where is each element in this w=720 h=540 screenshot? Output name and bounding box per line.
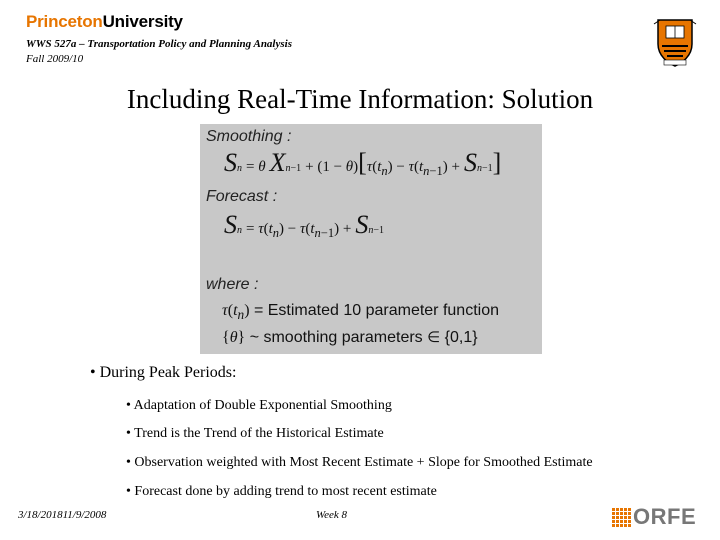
sub-bullet-4: • Forecast done by adding trend to most recent estimate <box>126 484 437 499</box>
smoothing-label: Smoothing : <box>206 128 292 145</box>
orfe-logo <box>612 505 696 529</box>
orfe-logo-text: ORFE <box>633 504 697 529</box>
brand-word-princeton: Princeton <box>26 12 103 31</box>
princeton-shield-icon <box>652 16 698 68</box>
main-bullet: • During Peak Periods: <box>90 364 237 381</box>
formula-panel <box>200 124 542 354</box>
brand-word-university: University <box>102 12 183 31</box>
sub-bullet-1: • Adaptation of Double Exponential Smoothing <box>126 398 392 413</box>
course-title: WWS 527a – Transportation Policy and Planning Analysis <box>26 38 292 50</box>
footer-week: Week 8 <box>316 509 348 521</box>
theta-set: {0,1} <box>444 329 478 346</box>
term-label: Fall 2009/10 <box>26 53 84 65</box>
orfe-grid-icon <box>612 508 631 527</box>
forecast-label: Forecast : <box>206 188 278 205</box>
smoothing-equation: Sn = θ $Xn-1 + (1 - \theta)[\tau(t_n) - \tau(t_{n-1}) + Sn-1]$ <box>224 148 502 178</box>
footer-date: 3/18/201811/9/2008 <box>18 509 107 521</box>
sub-bullet-3: • Observation weighted with Most Recent Estimate + Slope for Smoothed Estimate <box>126 455 593 470</box>
theta-definition-text: ~ smoothing parameters <box>249 329 423 346</box>
where-label: where : <box>206 276 259 293</box>
theta-definition: {θ} ~ smoothing parameters ∈ {0,1} <box>222 329 478 346</box>
princeton-university-logo <box>26 12 183 32</box>
tau-definition: $\tau(t_n)$ = Estimated 10 parameter function <box>222 302 499 323</box>
forecast-equation: $Sn = \tau(t_n) - \tau(t_{n-1}) + Sn-1$ <box>224 210 384 240</box>
sub-bullet-2: • Trend is the Trend of the Historical Estimate <box>126 426 384 441</box>
tau-definition-text: = Estimated 10 parameter function <box>253 302 499 319</box>
slide-title: Including Real-Time Information: Solution <box>126 84 594 114</box>
